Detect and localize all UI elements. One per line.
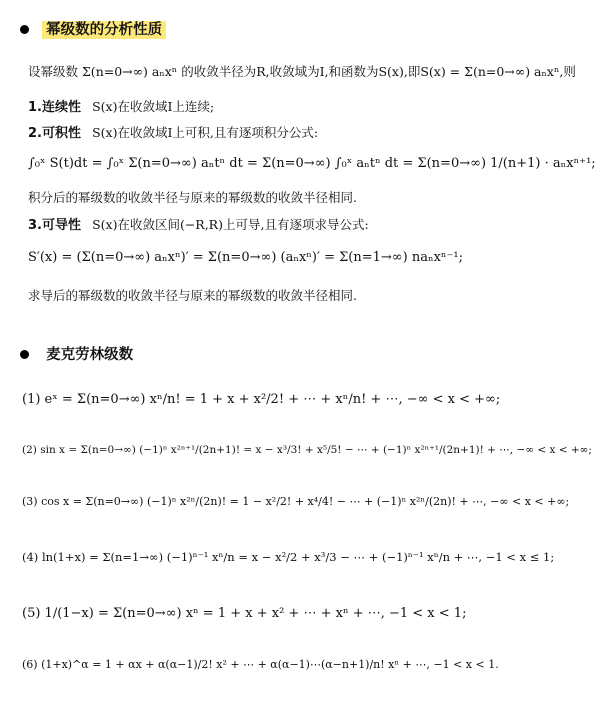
intro-text: 设幂级数 Σ(n=0→∞) aₙxⁿ 的收敛半径为R,收敛域为I,和函数为S(x),即S(x) = Σ(n=0→∞) aₙxⁿ,则	[28, 64, 576, 79]
differentiability-label: 3.可导性	[28, 218, 81, 233]
bullet-icon	[20, 350, 29, 359]
continuity-row	[28, 96, 214, 115]
series-binomial: (6) (1+x)^α = 1 + αx + α(α−1)/2! x² + ⋯ + α(α−1)⋯(α−n+1)/n! xⁿ + ⋯, −1 < x < 1.	[22, 658, 499, 671]
differentiation-note: 求导后的幂级数的收敛半径与原来的幂级数的收敛半径相同.	[28, 288, 357, 303]
series-sin: (2) sin x = Σ(n=0→∞) (−1)ⁿ x²ⁿ⁺¹/(2n+1)! = x − x³/3! + x⁵/5! − ⋯ + (−1)ⁿ x²ⁿ⁺¹/(2n+1)! + ⋯, −∞ < x < +∞;	[22, 444, 592, 456]
integrability-label: 2.可积性	[28, 126, 81, 141]
integration-note: 积分后的幂级数的收敛半径与原来的幂级数的收敛半径相同.	[28, 190, 357, 205]
heading-text: 幂级数的分析性质	[42, 21, 166, 39]
section-heading-maclaurin	[20, 343, 137, 364]
bullet-icon	[20, 25, 29, 34]
integrability-row	[28, 122, 318, 141]
series-cos: (3) cos x = Σ(n=0→∞) (−1)ⁿ x²ⁿ/(2n)! = 1 − x²/2! + x⁴/4! − ⋯ + (−1)ⁿ x²ⁿ/(2n)! + ⋯, −∞ < x < +∞;	[22, 495, 570, 508]
differentiability-row	[28, 214, 369, 233]
series-ln: (4) ln(1+x) = Σ(n=1→∞) (−1)ⁿ⁻¹ xⁿ/n = x − x²/2 + x³/3 − ⋯ + (−1)ⁿ⁻¹ xⁿ/n + ⋯, −1 < x ≤ 1;	[22, 550, 555, 564]
continuity-text: S(x)在收敛域I上连续;	[92, 99, 215, 114]
series-exp: (1) eˣ = Σ(n=0→∞) xⁿ/n! = 1 + x + x²/2! + ⋯ + xⁿ/n! + ⋯, −∞ < x < +∞;	[22, 392, 501, 407]
integrability-text: S(x)在收敛域I上可积,且有逐项积分公式:	[92, 125, 319, 140]
section-heading-analytic-properties	[20, 18, 166, 39]
series-geometric: (5) 1/(1−x) = Σ(n=0→∞) xⁿ = 1 + x + x² + ⋯ + xⁿ + ⋯, −1 < x < 1;	[22, 606, 467, 621]
differentiability-text: S(x)在收敛区间(−R,R)上可导,且有逐项求导公式:	[92, 217, 369, 232]
differentiation-formula: S′(x) = (Σ(n=0→∞) aₙxⁿ)′ = Σ(n=0→∞) (aₙxⁿ)′ = Σ(n=1→∞) naₙxⁿ⁻¹;	[28, 250, 463, 265]
heading-text: 麦克劳林级数	[46, 347, 134, 363]
integration-formula: ∫₀ˣ S(t)dt = ∫₀ˣ Σ(n=0→∞) aₙtⁿ dt = Σ(n=0→∞) ∫₀ˣ aₙtⁿ dt = Σ(n=0→∞) 1/(n+1) · aₙxⁿ⁺¹;	[28, 156, 596, 171]
continuity-label: 1.连续性	[28, 100, 81, 115]
